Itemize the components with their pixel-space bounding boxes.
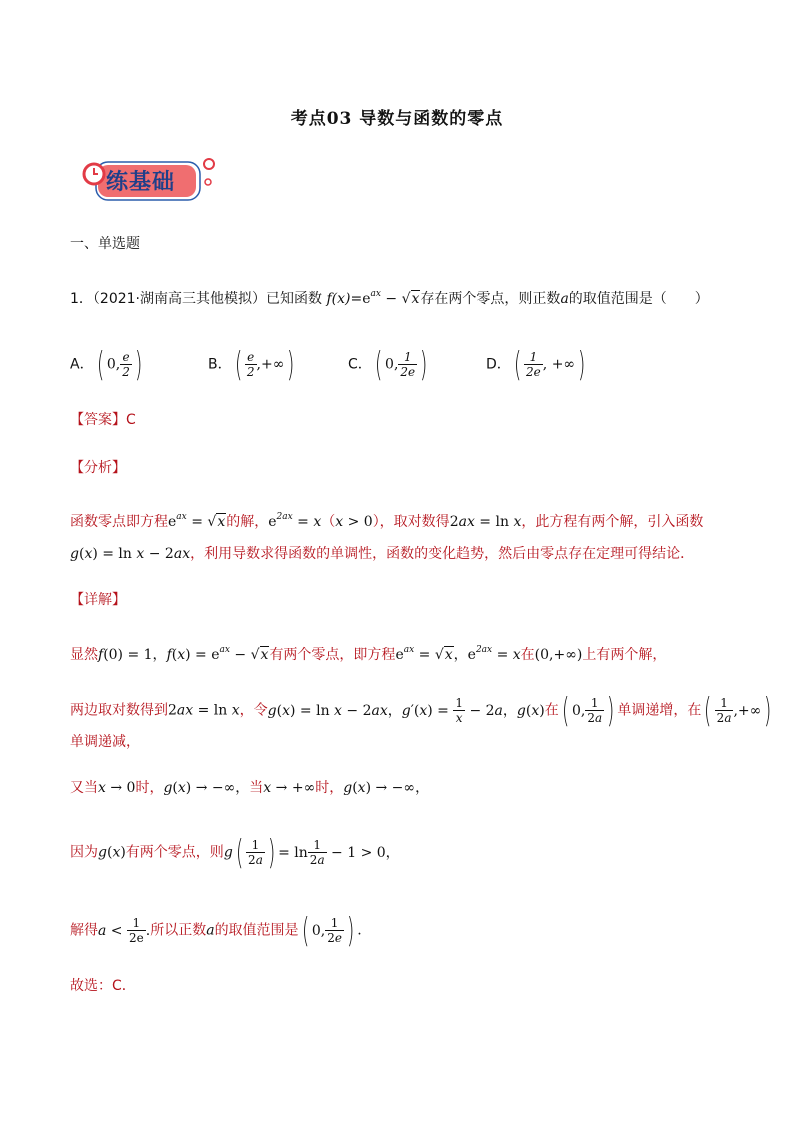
option-d-label: D． — [486, 356, 511, 373]
analysis-text: ，此方程有两个解，引入函数 — [521, 514, 704, 530]
option-a-label: A． — [70, 356, 94, 373]
analysis-text: （ — [321, 514, 336, 530]
option-b-num: e — [245, 350, 257, 365]
option-a-den: 2 — [122, 365, 130, 379]
analysis-text: 的解， — [226, 514, 269, 530]
detail-text: 时， — [135, 780, 164, 796]
option-d-den: 2e — [526, 365, 541, 379]
question-source: （2021·湖南高三其他模拟） — [92, 291, 267, 307]
option-d-num: 1 — [524, 350, 543, 365]
option-c-label: C． — [348, 356, 372, 373]
detail-text: ，令 — [239, 702, 268, 719]
option-d-right: , +∞ — [542, 356, 576, 373]
option-b[interactable]: B．( $\frac{e}{2}$ ,+∞) — [208, 344, 295, 385]
param-a: a — [560, 291, 569, 307]
question-text-b: 存在两个零点，则正数 — [420, 291, 561, 307]
page-title: 考点03 导数与函数的零点 — [290, 109, 504, 129]
detail-text: 因为 — [70, 844, 98, 861]
option-b-den: 2 — [246, 365, 255, 379]
option-b-right: ,+∞ — [256, 356, 285, 373]
question-text-a: 已知函数 — [266, 291, 323, 307]
badge-label: 练基础 — [106, 170, 176, 195]
detail-line-4: 又当x → 0时，g(x) → −∞，当x → +∞时，g(x) → −∞， — [70, 780, 430, 796]
question-stem: 1．（2021·湖南高三其他模拟）已知函数 $f(x)=e^{ax} - √x$存在两个零点，则正数a的取值范围是（ ） — [70, 289, 709, 307]
detail-line-5: 因为g(x)有两个零点，则g( $\frac{1}{2a}$ ) = ln $\frac{1}{2a}$ − 1 > 0， — [70, 832, 400, 873]
detail-text: 有两个零点，即方程 — [269, 647, 396, 663]
function-f: f(x) — [326, 291, 351, 307]
analysis-line-1: 函数零点即方程$e^{ax} = √x$的解，$e^{2ax} = x(x > 0)$，取对数得2ax = ln x，此方程有两个解，引入函数 — [70, 512, 704, 530]
detail-text: 单调递增，在 — [617, 702, 702, 719]
answer-line — [70, 410, 136, 430]
analysis-text: ），取对数得 — [372, 514, 450, 530]
section-heading: 一、单选题 — [70, 236, 140, 252]
option-b-label: B． — [208, 356, 232, 373]
detail-text: 所以正数 — [150, 922, 207, 939]
detail-line-1: 显然f(0) = 1，$f(x) = e^{ax} - √x$有两个零点，即方程$e^{ax} = √x$，$e^{2ax} = x$在(0,+∞)上有两个解， — [70, 645, 667, 663]
option-a-left: 0, — [106, 356, 121, 373]
option-c[interactable]: C．( 0, $\frac{1}{2e}$ ) — [348, 344, 428, 385]
detail-text: 又当 — [70, 780, 98, 796]
detail-text: 在 — [520, 647, 535, 663]
detail-line-7: 故选：C． — [70, 978, 136, 994]
answer-tag: 【答案】 — [70, 412, 126, 428]
option-d[interactable]: D．( $\frac{1}{2e}$ , +∞) — [486, 344, 586, 385]
detail-text: 当 — [249, 780, 264, 796]
option-c-num: 1 — [398, 350, 417, 365]
equals-sign: = — [350, 291, 363, 307]
answer-value: C — [126, 412, 136, 428]
detail-line-6: 解得a < $\frac{1}{2e}$ .所以正数a的取值范围是( 0, $\frac{1}{2e}$ ) . — [70, 910, 362, 951]
detail-text: 的取值范围是 — [214, 922, 299, 939]
question-text-c: 的取值范围是（ ） — [568, 291, 709, 307]
question-number: 1． — [70, 291, 93, 307]
analysis-tag: 【分析】 — [70, 460, 126, 476]
detail-text: 时， — [315, 780, 344, 796]
option-c-left: 0, — [385, 356, 399, 373]
analysis-text: ，利用导数求得函数的单调性，函数的变化趋势，然后由零点存在定理可得结论． — [190, 546, 695, 562]
detail-text: 解得 — [70, 922, 98, 939]
detail-text: 两边取对数得到 — [70, 702, 168, 719]
detail-text: 有两个零点，则 — [125, 844, 224, 861]
section-badge — [78, 156, 218, 206]
option-a[interactable]: A．( 0, $\frac{e}{2}$ ) — [70, 344, 143, 385]
detail-text: 在 — [544, 702, 559, 719]
detail-text: 显然 — [70, 647, 98, 663]
option-a-num: e — [120, 350, 132, 365]
option-c-den: 2e — [400, 365, 416, 379]
detail-line-2: 两边取对数得到2ax = ln x，令g(x) = ln x − 2ax，g′(x) = $\frac{1}{x}$ − 2a，g(x)在( 0, $\frac{1}{2a}$ ) 单调递增，在( $\frac{1}{2a}$ ,+∞) — [70, 690, 772, 731]
detail-text: 上有两个解， — [582, 647, 667, 663]
analysis-line-2: g(x) = ln x − 2ax，利用导数求得函数的单调性，函数的变化趋势，然后由零点存在定理可得结论． — [70, 546, 695, 562]
detail-tag: 【详解】 — [70, 592, 126, 608]
detail-line-3: 单调递减， — [70, 734, 140, 750]
analysis-text: 函数零点即方程 — [70, 514, 168, 530]
